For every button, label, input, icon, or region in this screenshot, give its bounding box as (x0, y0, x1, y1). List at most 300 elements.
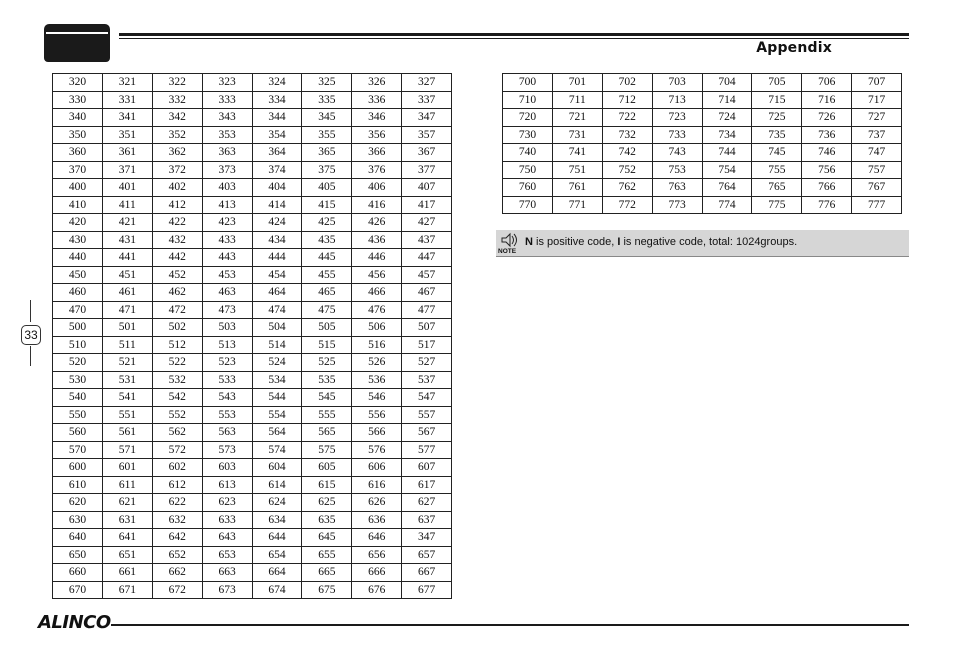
table-cell: 335 (302, 91, 352, 109)
table-cell: 765 (752, 179, 802, 197)
table-cell: 674 (252, 581, 302, 599)
table-cell: 451 (102, 266, 152, 284)
table-cell: 444 (252, 249, 302, 267)
table-cell: 460 (53, 284, 103, 302)
table-cell: 655 (302, 546, 352, 564)
positive-letter: N (525, 236, 533, 248)
table-cell: 577 (402, 441, 452, 459)
table-cell: 361 (102, 144, 152, 162)
table-cell: 406 (352, 179, 402, 197)
table-cell: 356 (352, 126, 402, 144)
table-cell: 420 (53, 214, 103, 232)
table-cell: 376 (352, 161, 402, 179)
table-cell: 430 (53, 231, 103, 249)
table-cell: 525 (302, 354, 352, 372)
table-cell: 760 (503, 179, 553, 197)
table-cell: 467 (402, 284, 452, 302)
section-title: Appendix (756, 40, 832, 56)
table-cell: 476 (352, 301, 402, 319)
table-cell: 745 (752, 144, 802, 162)
table-cell: 563 (202, 424, 252, 442)
table-cell: 734 (702, 126, 752, 144)
table-cell: 435 (302, 231, 352, 249)
table-cell: 400 (53, 179, 103, 197)
table-cell: 432 (152, 231, 202, 249)
table-cell: 426 (352, 214, 402, 232)
header-rule-thin (119, 38, 909, 39)
table-cell: 672 (152, 581, 202, 599)
table-cell: 630 (53, 511, 103, 529)
table-cell: 341 (102, 109, 152, 127)
table-cell: 576 (352, 441, 402, 459)
table-cell: 775 (752, 196, 802, 214)
table-cell: 763 (652, 179, 702, 197)
table-cell: 421 (102, 214, 152, 232)
table-cell: 404 (252, 179, 302, 197)
table-row (53, 336, 452, 354)
table-cell: 567 (402, 424, 452, 442)
table-cell: 675 (302, 581, 352, 599)
table-row (503, 91, 902, 109)
table-cell: 472 (152, 301, 202, 319)
table-row (503, 109, 902, 127)
table-cell: 617 (402, 476, 452, 494)
table-cell: 756 (802, 161, 852, 179)
table-cell: 513 (202, 336, 252, 354)
table-cell: 621 (102, 494, 152, 512)
table-cell: 526 (352, 354, 402, 372)
code-table-right (502, 73, 902, 214)
table-cell: 731 (552, 126, 602, 144)
table-cell: 522 (152, 354, 202, 372)
note-text-b: is negative code, total: 1024groups. (620, 236, 798, 248)
table-cell: 604 (252, 459, 302, 477)
table-row (53, 319, 452, 337)
table-cell: 744 (702, 144, 752, 162)
header-rule-thick (119, 33, 909, 36)
table-row (503, 144, 902, 162)
table-cell: 660 (53, 564, 103, 582)
table-cell: 515 (302, 336, 352, 354)
table-cell: 346 (352, 109, 402, 127)
table-cell: 401 (102, 179, 152, 197)
code-table-left (52, 73, 452, 599)
table-cell: 412 (152, 196, 202, 214)
table-cell: 436 (352, 231, 402, 249)
table-cell: 441 (102, 249, 152, 267)
table-row (503, 179, 902, 197)
table-cell: 470 (53, 301, 103, 319)
table-cell: 557 (402, 406, 452, 424)
table-cell: 552 (152, 406, 202, 424)
table-cell: 754 (702, 161, 752, 179)
table-cell: 712 (602, 91, 652, 109)
table-cell: 504 (252, 319, 302, 337)
table-cell: 667 (402, 564, 452, 582)
table-cell: 641 (102, 529, 152, 547)
table-cell: 433 (202, 231, 252, 249)
table-row (53, 144, 452, 162)
table-cell: 534 (252, 371, 302, 389)
table-cell: 727 (852, 109, 902, 127)
table-cell: 624 (252, 494, 302, 512)
table-cell: 427 (402, 214, 452, 232)
table-cell: 377 (402, 161, 452, 179)
table-cell: 532 (152, 371, 202, 389)
table-cell: 337 (402, 91, 452, 109)
table-cell: 457 (402, 266, 452, 284)
table-cell: 374 (252, 161, 302, 179)
table-cell: 633 (202, 511, 252, 529)
table-cell: 350 (53, 126, 103, 144)
table-cell: 631 (102, 511, 152, 529)
table-row (53, 196, 452, 214)
table-cell: 360 (53, 144, 103, 162)
table-cell: 473 (202, 301, 252, 319)
table-cell: 415 (302, 196, 352, 214)
table-cell: 517 (402, 336, 452, 354)
table-cell: 355 (302, 126, 352, 144)
table-cell: 357 (402, 126, 452, 144)
table-cell: 524 (252, 354, 302, 372)
table-cell: 344 (252, 109, 302, 127)
table-cell: 646 (352, 529, 402, 547)
table-cell: 425 (302, 214, 352, 232)
table-row (503, 161, 902, 179)
table-cell: 776 (802, 196, 852, 214)
table-row (53, 91, 452, 109)
table-row (53, 126, 452, 144)
table-row (53, 476, 452, 494)
table-cell: 777 (852, 196, 902, 214)
table-cell: 575 (302, 441, 352, 459)
table-cell: 572 (152, 441, 202, 459)
table-cell: 553 (202, 406, 252, 424)
table-cell: 605 (302, 459, 352, 477)
table-cell: 362 (152, 144, 202, 162)
table-cell: 653 (202, 546, 252, 564)
table-cell: 453 (202, 266, 252, 284)
table-row (503, 126, 902, 144)
table-cell: 414 (252, 196, 302, 214)
table-cell: 354 (252, 126, 302, 144)
table-cell: 527 (402, 354, 452, 372)
table-cell: 347 (402, 529, 452, 547)
table-cell: 746 (802, 144, 852, 162)
table-cell: 443 (202, 249, 252, 267)
table-cell: 606 (352, 459, 402, 477)
table-cell: 502 (152, 319, 202, 337)
table-cell: 463 (202, 284, 252, 302)
table-cell: 642 (152, 529, 202, 547)
table-cell: 721 (552, 109, 602, 127)
table-cell: 715 (752, 91, 802, 109)
table-cell: 503 (202, 319, 252, 337)
table-cell: 403 (202, 179, 252, 197)
table-cell: 702 (602, 74, 652, 92)
table-cell: 742 (602, 144, 652, 162)
table-cell: 321 (102, 74, 152, 92)
table-cell: 462 (152, 284, 202, 302)
table-cell: 626 (352, 494, 402, 512)
table-row (53, 179, 452, 197)
table-cell: 475 (302, 301, 352, 319)
table-cell: 366 (352, 144, 402, 162)
table-cell: 512 (152, 336, 202, 354)
table-cell: 713 (652, 91, 702, 109)
table-cell: 516 (352, 336, 402, 354)
speaker-note-icon (498, 232, 522, 254)
table-cell: 701 (552, 74, 602, 92)
table-cell: 740 (503, 144, 553, 162)
table-cell: 540 (53, 389, 103, 407)
brand-logo: ALINCO (38, 612, 111, 633)
table-cell: 677 (402, 581, 452, 599)
table-cell: 471 (102, 301, 152, 319)
table-cell: 447 (402, 249, 452, 267)
table-row (53, 529, 452, 547)
footer-rule (111, 624, 909, 626)
table-cell: 757 (852, 161, 902, 179)
table-cell: 342 (152, 109, 202, 127)
table-cell: 736 (802, 126, 852, 144)
table-cell: 620 (53, 494, 103, 512)
table-cell: 732 (602, 126, 652, 144)
table-row (53, 231, 452, 249)
table-cell: 661 (102, 564, 152, 582)
table-cell: 450 (53, 266, 103, 284)
table-cell: 670 (53, 581, 103, 599)
table-cell: 465 (302, 284, 352, 302)
table-cell: 461 (102, 284, 152, 302)
table-cell: 541 (102, 389, 152, 407)
table-cell: 723 (652, 109, 702, 127)
table-cell: 603 (202, 459, 252, 477)
table-cell: 644 (252, 529, 302, 547)
table-cell: 622 (152, 494, 202, 512)
table-cell: 623 (202, 494, 252, 512)
table-cell: 363 (202, 144, 252, 162)
table-row (53, 389, 452, 407)
table-cell: 352 (152, 126, 202, 144)
table-cell: 616 (352, 476, 402, 494)
table-cell: 456 (352, 266, 402, 284)
table-cell: 700 (503, 74, 553, 92)
table-cell: 562 (152, 424, 202, 442)
table-cell: 551 (102, 406, 152, 424)
table-cell: 431 (102, 231, 152, 249)
table-cell: 535 (302, 371, 352, 389)
table-cell: 375 (302, 161, 352, 179)
table-cell: 657 (402, 546, 452, 564)
table-cell: 446 (352, 249, 402, 267)
table-cell: 611 (102, 476, 152, 494)
table-cell: 635 (302, 511, 352, 529)
table-cell: 663 (202, 564, 252, 582)
table-cell: 537 (402, 371, 452, 389)
table-row (53, 494, 452, 512)
table-cell: 561 (102, 424, 152, 442)
table-cell: 555 (302, 406, 352, 424)
table-cell: 550 (53, 406, 103, 424)
table-cell: 747 (852, 144, 902, 162)
table-cell: 514 (252, 336, 302, 354)
table-cell: 671 (102, 581, 152, 599)
table-cell: 501 (102, 319, 152, 337)
table-cell: 704 (702, 74, 752, 92)
table-cell: 326 (352, 74, 402, 92)
table-row (53, 284, 452, 302)
table-cell: 351 (102, 126, 152, 144)
table-cell: 474 (252, 301, 302, 319)
table-cell: 416 (352, 196, 402, 214)
table-cell: 466 (352, 284, 402, 302)
table-cell: 353 (202, 126, 252, 144)
table-cell: 533 (202, 371, 252, 389)
table-cell: 521 (102, 354, 152, 372)
table-cell: 761 (552, 179, 602, 197)
note-icon-label: NOTE (498, 248, 517, 254)
table-cell: 437 (402, 231, 452, 249)
table-cell: 542 (152, 389, 202, 407)
table-cell: 752 (602, 161, 652, 179)
table-cell: 602 (152, 459, 202, 477)
table-cell: 417 (402, 196, 452, 214)
table-cell: 423 (202, 214, 252, 232)
table-cell: 643 (202, 529, 252, 547)
table-row (53, 581, 452, 599)
table-cell: 656 (352, 546, 402, 564)
table-cell: 651 (102, 546, 152, 564)
table-cell: 523 (202, 354, 252, 372)
table-cell: 373 (202, 161, 252, 179)
table-cell: 530 (53, 371, 103, 389)
table-cell: 774 (702, 196, 752, 214)
table-cell: 625 (302, 494, 352, 512)
table-cell: 442 (152, 249, 202, 267)
table-cell: 573 (202, 441, 252, 459)
table-cell: 574 (252, 441, 302, 459)
table-cell: 464 (252, 284, 302, 302)
table-cell: 666 (352, 564, 402, 582)
table-cell: 340 (53, 109, 103, 127)
table-cell: 753 (652, 161, 702, 179)
table-cell: 706 (802, 74, 852, 92)
table-cell: 637 (402, 511, 452, 529)
table-cell: 711 (552, 91, 602, 109)
table-cell: 654 (252, 546, 302, 564)
table-row (53, 161, 452, 179)
table-cell: 741 (552, 144, 602, 162)
note-box (496, 230, 909, 257)
table-cell: 650 (53, 546, 103, 564)
table-cell: 632 (152, 511, 202, 529)
table-cell: 600 (53, 459, 103, 477)
table-cell: 547 (402, 389, 452, 407)
table-cell: 755 (752, 161, 802, 179)
table-cell: 627 (402, 494, 452, 512)
table-cell: 710 (503, 91, 553, 109)
table-cell: 320 (53, 74, 103, 92)
table-cell: 610 (53, 476, 103, 494)
table-cell: 345 (302, 109, 352, 127)
table-cell: 454 (252, 266, 302, 284)
table-cell: 422 (152, 214, 202, 232)
table-cell: 733 (652, 126, 702, 144)
table-cell: 434 (252, 231, 302, 249)
table-cell: 766 (802, 179, 852, 197)
table-cell: 536 (352, 371, 402, 389)
table-cell: 662 (152, 564, 202, 582)
table-cell: 367 (402, 144, 452, 162)
table-cell: 737 (852, 126, 902, 144)
table-cell: 336 (352, 91, 402, 109)
table-cell: 612 (152, 476, 202, 494)
table-cell: 772 (602, 196, 652, 214)
table-cell: 615 (302, 476, 352, 494)
table-cell: 714 (702, 91, 752, 109)
table-cell: 455 (302, 266, 352, 284)
table-cell: 445 (302, 249, 352, 267)
table-cell: 322 (152, 74, 202, 92)
table-cell: 716 (802, 91, 852, 109)
table-cell: 645 (302, 529, 352, 547)
table-cell: 324 (252, 74, 302, 92)
table-cell: 770 (503, 196, 553, 214)
table-cell: 531 (102, 371, 152, 389)
table-cell: 343 (202, 109, 252, 127)
table-cell: 724 (702, 109, 752, 127)
table-cell: 764 (702, 179, 752, 197)
table-row (53, 511, 452, 529)
table-cell: 544 (252, 389, 302, 407)
table-cell: 545 (302, 389, 352, 407)
table-cell: 371 (102, 161, 152, 179)
table-cell: 520 (53, 354, 103, 372)
table-cell: 440 (53, 249, 103, 267)
table-cell: 372 (152, 161, 202, 179)
note-text-a: is positive code, (532, 236, 618, 248)
table-cell: 546 (352, 389, 402, 407)
table-cell: 652 (152, 546, 202, 564)
table-cell: 407 (402, 179, 452, 197)
table-row (53, 109, 452, 127)
table-row (53, 214, 452, 232)
table-cell: 665 (302, 564, 352, 582)
table-cell: 634 (252, 511, 302, 529)
table-cell: 730 (503, 126, 553, 144)
table-cell: 726 (802, 109, 852, 127)
table-cell: 664 (252, 564, 302, 582)
page-number-line-top (30, 300, 31, 322)
table-row (53, 546, 452, 564)
table-cell: 347 (402, 109, 452, 127)
table-cell: 571 (102, 441, 152, 459)
table-row (53, 301, 452, 319)
table-cell: 767 (852, 179, 902, 197)
table-cell: 411 (102, 196, 152, 214)
table-cell: 607 (402, 459, 452, 477)
table-cell: 570 (53, 441, 103, 459)
table-cell: 676 (352, 581, 402, 599)
table-cell: 511 (102, 336, 152, 354)
table-cell: 640 (53, 529, 103, 547)
page-number-line-bottom (30, 346, 31, 366)
table-cell: 560 (53, 424, 103, 442)
table-cell: 500 (53, 319, 103, 337)
table-row (503, 196, 902, 214)
table-cell: 506 (352, 319, 402, 337)
